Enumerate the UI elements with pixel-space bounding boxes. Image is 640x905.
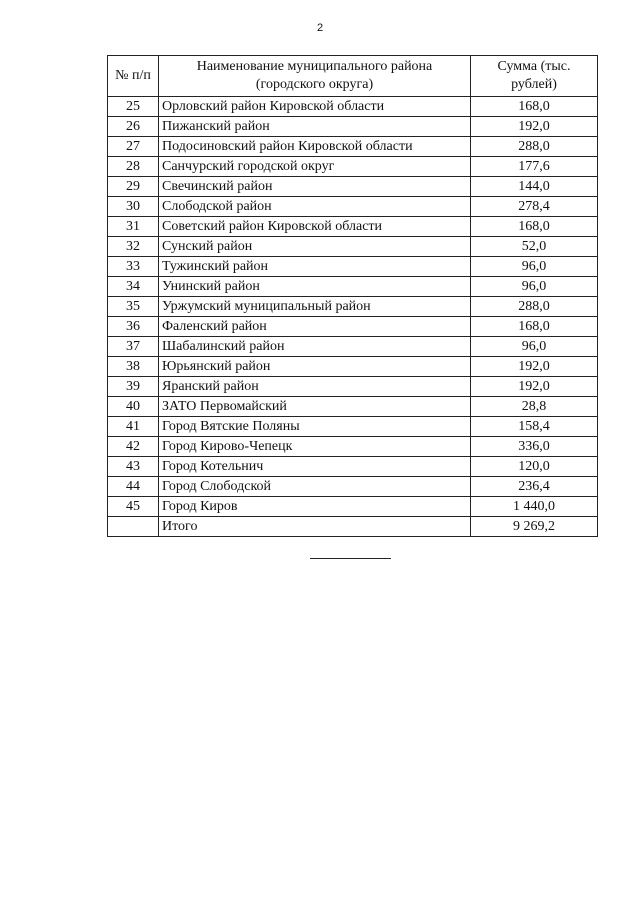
table-row (108, 117, 598, 137)
table-row (108, 257, 598, 277)
table-row (108, 317, 598, 337)
row-district-name: Город Вятские Поляны (159, 417, 471, 437)
table-row (108, 217, 598, 237)
row-sum: 52,0 (471, 237, 598, 257)
row-district-name: Город Кирово-Чепецк (159, 437, 471, 457)
end-rule (310, 558, 391, 559)
row-number: 32 (108, 237, 159, 257)
row-number: 34 (108, 277, 159, 297)
row-sum: 168,0 (471, 97, 598, 117)
row-sum: 336,0 (471, 437, 598, 457)
table-row (108, 337, 598, 357)
header-district-name: Наименование муниципального района (городского округа) (159, 56, 471, 97)
row-sum: 177,6 (471, 157, 598, 177)
row-district-name: Пижанский район (159, 117, 471, 137)
table-row (108, 297, 598, 317)
row-sum: 96,0 (471, 257, 598, 277)
table-row (108, 157, 598, 177)
row-sum: 192,0 (471, 117, 598, 137)
row-sum: 168,0 (471, 317, 598, 337)
budget-table (107, 55, 598, 537)
row-district-name: Слободской район (159, 197, 471, 217)
header-sum: Сумма (тыс. рублей) (471, 56, 598, 97)
row-number: 25 (108, 97, 159, 117)
row-sum: 28,8 (471, 397, 598, 417)
row-district-name: Подосиновский район Кировской области (159, 137, 471, 157)
row-number: 29 (108, 177, 159, 197)
total-sum: 9 269,2 (471, 517, 598, 537)
table-row (108, 457, 598, 477)
row-district-name: Город Киров (159, 497, 471, 517)
row-sum: 168,0 (471, 217, 598, 237)
row-sum: 1 440,0 (471, 497, 598, 517)
row-district-name: Сунский район (159, 237, 471, 257)
row-sum: 96,0 (471, 277, 598, 297)
row-sum: 96,0 (471, 337, 598, 357)
table-row (108, 277, 598, 297)
row-district-name: Свечинский район (159, 177, 471, 197)
total-label: Итого (159, 517, 471, 537)
table-row (108, 237, 598, 257)
row-district-name: Советский район Кировской области (159, 217, 471, 237)
row-number: 44 (108, 477, 159, 497)
row-district-name: Фаленский район (159, 317, 471, 337)
table-row (108, 357, 598, 377)
row-number: 42 (108, 437, 159, 457)
row-district-name: Тужинский район (159, 257, 471, 277)
table-row (108, 377, 598, 397)
row-number: 36 (108, 317, 159, 337)
row-number: 40 (108, 397, 159, 417)
row-sum: 144,0 (471, 177, 598, 197)
row-number: 31 (108, 217, 159, 237)
row-district-name: Унинский район (159, 277, 471, 297)
row-sum: 288,0 (471, 297, 598, 317)
row-district-name: Юрьянский район (159, 357, 471, 377)
total-number (108, 517, 159, 537)
table-row (108, 477, 598, 497)
row-number: 27 (108, 137, 159, 157)
row-sum: 192,0 (471, 377, 598, 397)
row-number: 45 (108, 497, 159, 517)
table-row (108, 197, 598, 217)
table-row (108, 417, 598, 437)
row-sum: 192,0 (471, 357, 598, 377)
row-number: 26 (108, 117, 159, 137)
page-number: 2 (316, 22, 324, 34)
row-number: 39 (108, 377, 159, 397)
table-row (108, 137, 598, 157)
table-row (108, 177, 598, 197)
row-district-name: Уржумский муниципальный район (159, 297, 471, 317)
row-number: 30 (108, 197, 159, 217)
table-row (108, 97, 598, 117)
table-row (108, 397, 598, 417)
row-sum: 236,4 (471, 477, 598, 497)
row-number: 33 (108, 257, 159, 277)
row-district-name: Орловский район Кировской области (159, 97, 471, 117)
row-number: 43 (108, 457, 159, 477)
row-district-name: Санчурский городской округ (159, 157, 471, 177)
row-district-name: Город Котельнич (159, 457, 471, 477)
row-sum: 288,0 (471, 137, 598, 157)
row-number: 35 (108, 297, 159, 317)
row-district-name: Яранский район (159, 377, 471, 397)
total-row (108, 517, 598, 537)
table-body (108, 97, 598, 537)
row-sum: 120,0 (471, 457, 598, 477)
row-number: 38 (108, 357, 159, 377)
row-number: 28 (108, 157, 159, 177)
row-sum: 278,4 (471, 197, 598, 217)
table-row (108, 497, 598, 517)
row-number: 41 (108, 417, 159, 437)
row-district-name: Город Слободской (159, 477, 471, 497)
header-number: № п/п (108, 56, 159, 97)
row-district-name: Шабалинский район (159, 337, 471, 357)
table-header-row (108, 56, 598, 97)
row-sum: 158,4 (471, 417, 598, 437)
row-district-name: ЗАТО Первомайский (159, 397, 471, 417)
table-row (108, 437, 598, 457)
row-number: 37 (108, 337, 159, 357)
